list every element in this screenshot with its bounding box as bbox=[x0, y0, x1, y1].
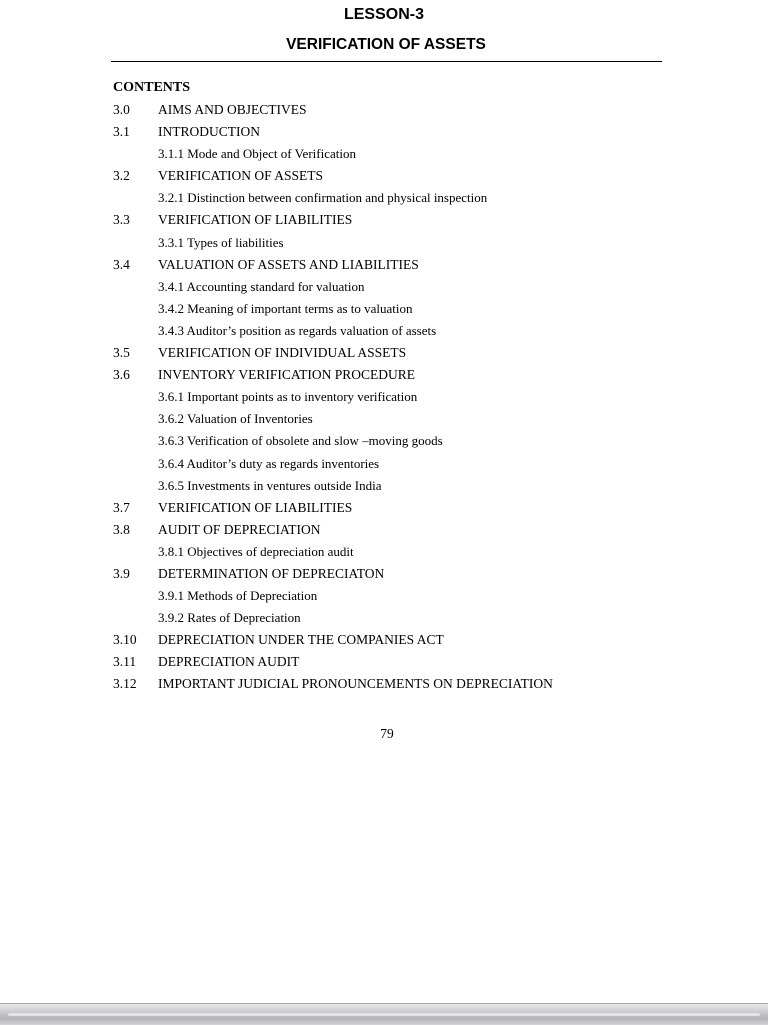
toc-entry-number: 3.1 bbox=[113, 124, 130, 140]
toc-entry-title: VERIFICATION OF INDIVIDUAL ASSETS bbox=[158, 345, 407, 361]
toc-entry-title: VERIFICATION OF LIABILITIES bbox=[158, 499, 353, 515]
toc-entry-title: AUDIT OF DEPRECIATION bbox=[158, 521, 321, 537]
toc-entry-title: 3.8.1 Objectives of depreciation audit bbox=[158, 543, 354, 559]
toc-entry-number: 3.9 bbox=[113, 565, 130, 581]
toc-entry bbox=[113, 651, 673, 673]
toc-entry-title: DEPRECIATION UNDER THE COMPANIES ACT bbox=[158, 632, 444, 648]
toc-entry-title: 3.6.5 Investments in ventures outside India bbox=[158, 477, 382, 493]
toc-entry-number: 3.0 bbox=[113, 102, 130, 117]
toc-entry-title: 3.4.2 Meaning of important terms as to valuation bbox=[158, 300, 413, 316]
lesson-label: LESSON-3 bbox=[343, 6, 424, 23]
toc-entry-number: 3.4 bbox=[113, 256, 130, 272]
toc-entry-number: 3.6 bbox=[113, 367, 130, 383]
toc-entry-number: 3.3 bbox=[113, 212, 130, 228]
toc-entry-title: DEPRECIATION AUDIT bbox=[158, 654, 300, 670]
toc-entry bbox=[113, 541, 673, 563]
toc-entry-title: INVENTORY VERIFICATION PROCEDURE bbox=[158, 367, 416, 383]
toc-entry bbox=[113, 187, 673, 209]
toc-entry bbox=[113, 276, 673, 298]
toc-entry-title: DETERMINATION OF DEPRECIATON bbox=[158, 565, 385, 581]
toc-entry-title: 3.4.1 Accounting standard for valuation bbox=[158, 278, 365, 294]
toc-entry bbox=[113, 364, 673, 386]
toc-entry bbox=[113, 386, 673, 408]
toc-entry bbox=[113, 453, 673, 475]
toc-entry-number: 3.12 bbox=[113, 676, 137, 692]
toc-entry-number: 3.5 bbox=[113, 345, 130, 361]
viewer-scrollbar[interactable] bbox=[0, 1003, 768, 1025]
toc-entry-number: 3.2 bbox=[113, 168, 130, 184]
page-number: 79 bbox=[380, 726, 394, 741]
toc-entry bbox=[113, 475, 673, 497]
toc-entry bbox=[113, 320, 673, 342]
toc-entry bbox=[113, 497, 673, 519]
toc-entry bbox=[113, 298, 673, 320]
toc-entry-number: 3.10 bbox=[113, 632, 137, 648]
toc-entry-title: VERIFICATION OF LIABILITIES bbox=[158, 212, 353, 228]
toc-entry-title: 3.9.1 Methods of Depreciation bbox=[158, 588, 318, 604]
toc-entry bbox=[113, 563, 673, 585]
title-divider bbox=[111, 61, 662, 62]
toc-entry-title: 3.6.1 Important points as to inventory verification bbox=[158, 389, 418, 405]
page-title: VERIFICATION OF ASSETS bbox=[286, 36, 486, 53]
toc-entry bbox=[113, 254, 673, 276]
toc-entry-title: 3.3.1 Types of liabilities bbox=[158, 234, 284, 250]
toc-entry bbox=[113, 232, 673, 254]
toc-entry bbox=[113, 121, 673, 143]
toc-entry-title: 3.2.1 Distinction between confirmation and physical inspection bbox=[158, 190, 488, 206]
table-of-contents bbox=[113, 99, 673, 696]
toc-entry bbox=[113, 607, 673, 629]
toc-entry-title: 3.6.3 Verification of obsolete and slow –moving goods bbox=[158, 433, 443, 449]
toc-entry bbox=[113, 673, 673, 695]
toc-entry bbox=[113, 430, 673, 452]
toc-entry bbox=[113, 629, 673, 651]
toc-entry-title: AIMS AND OBJECTIVES bbox=[158, 102, 307, 117]
contents-heading: CONTENTS bbox=[113, 80, 191, 95]
toc-entry-title: 3.6.2 Valuation of Inventories bbox=[158, 411, 313, 427]
toc-entry-title: 3.9.2 Rates of Depreciation bbox=[158, 610, 301, 626]
toc-entry-number: 3.11 bbox=[113, 654, 137, 670]
toc-entry bbox=[113, 209, 673, 231]
toc-entry-title: IMPORTANT JUDICIAL PRONOUNCEMENTS ON DEPRECIATION bbox=[158, 676, 553, 692]
toc-entry-title: 3.4.3 Auditor’s position as regards valuation of assets bbox=[158, 322, 437, 338]
toc-entry-number: 3.7 bbox=[113, 499, 130, 515]
toc-entry bbox=[113, 165, 673, 187]
toc-entry bbox=[113, 585, 673, 607]
toc-entry bbox=[113, 99, 673, 121]
toc-entry bbox=[113, 342, 673, 364]
toc-entry bbox=[113, 143, 673, 165]
toc-entry-title: 3.1.1 Mode and Object of Verification bbox=[158, 146, 356, 162]
toc-entry-title: VERIFICATION OF ASSETS bbox=[158, 168, 324, 184]
toc-entry-title: 3.6.4 Auditor’s duty as regards inventories bbox=[158, 455, 380, 471]
toc-entry-title: INTRODUCTION bbox=[158, 124, 260, 140]
toc-entry bbox=[113, 408, 673, 430]
scrollbar-track bbox=[8, 1013, 760, 1016]
toc-entry-title: VALUATION OF ASSETS AND LIABILITIES bbox=[158, 256, 419, 272]
toc-entry-number: 3.8 bbox=[113, 521, 130, 537]
toc-entry bbox=[113, 519, 673, 541]
